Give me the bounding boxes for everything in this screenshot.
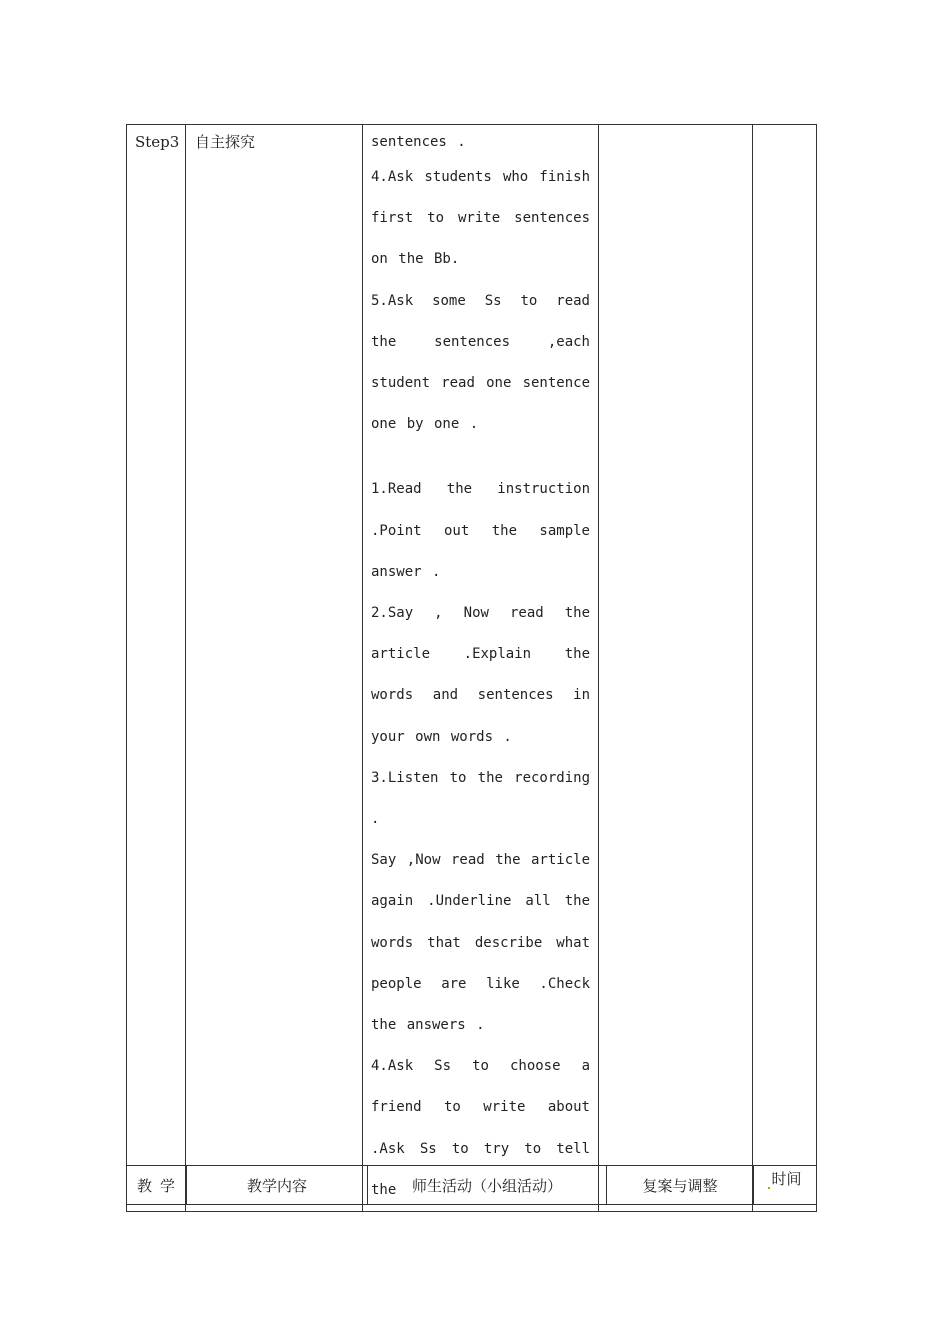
paragraph-gap [371, 445, 590, 469]
header-row [127, 1166, 817, 1205]
table-row [127, 125, 817, 1212]
activity-paragraph: 4.Ask Ss to choose a friend to write about .Ask Ss to try to tell the [371, 1058, 590, 1198]
header-content: 教学内容 [187, 1166, 368, 1205]
activity-paragraph: 4.Ask students who finish first to write sentences on the Bb. [371, 169, 590, 268]
adjustment-cell [599, 125, 753, 1212]
activity-paragraph: 3.Listen to the recording . [371, 769, 590, 828]
header-table [126, 1165, 817, 1205]
activity-paragraph: 5.Ask some Ss to read the sentences ,each student read one sentence one by one . [371, 292, 590, 433]
header-adjustment: 复案与调整 [607, 1166, 754, 1205]
topic-cell: 自主探究 [186, 125, 363, 1212]
activity-cell [363, 125, 599, 1212]
header-time-label: 时间 [771, 1170, 802, 1188]
activity-paragraph: 1.Read the instruction .Point out the sample answer . [371, 481, 590, 580]
activity-paragraph: 2.Say , Now read the article .Explain the words and sentences in your own words . [371, 605, 590, 745]
activity-paragraph: sentences . [371, 134, 466, 150]
lesson-plan-table [126, 124, 817, 1212]
activity-paragraph: Say ,Now read the article again .Underline all the words that describe what people are like .Check the answers . [371, 852, 590, 1034]
header-time [754, 1166, 817, 1205]
header-activities: 师生活动（小组活动） [368, 1166, 607, 1205]
step-cell: Step3 [127, 125, 186, 1212]
time-cell [753, 125, 817, 1212]
header-teaching: 教学 [127, 1166, 187, 1205]
